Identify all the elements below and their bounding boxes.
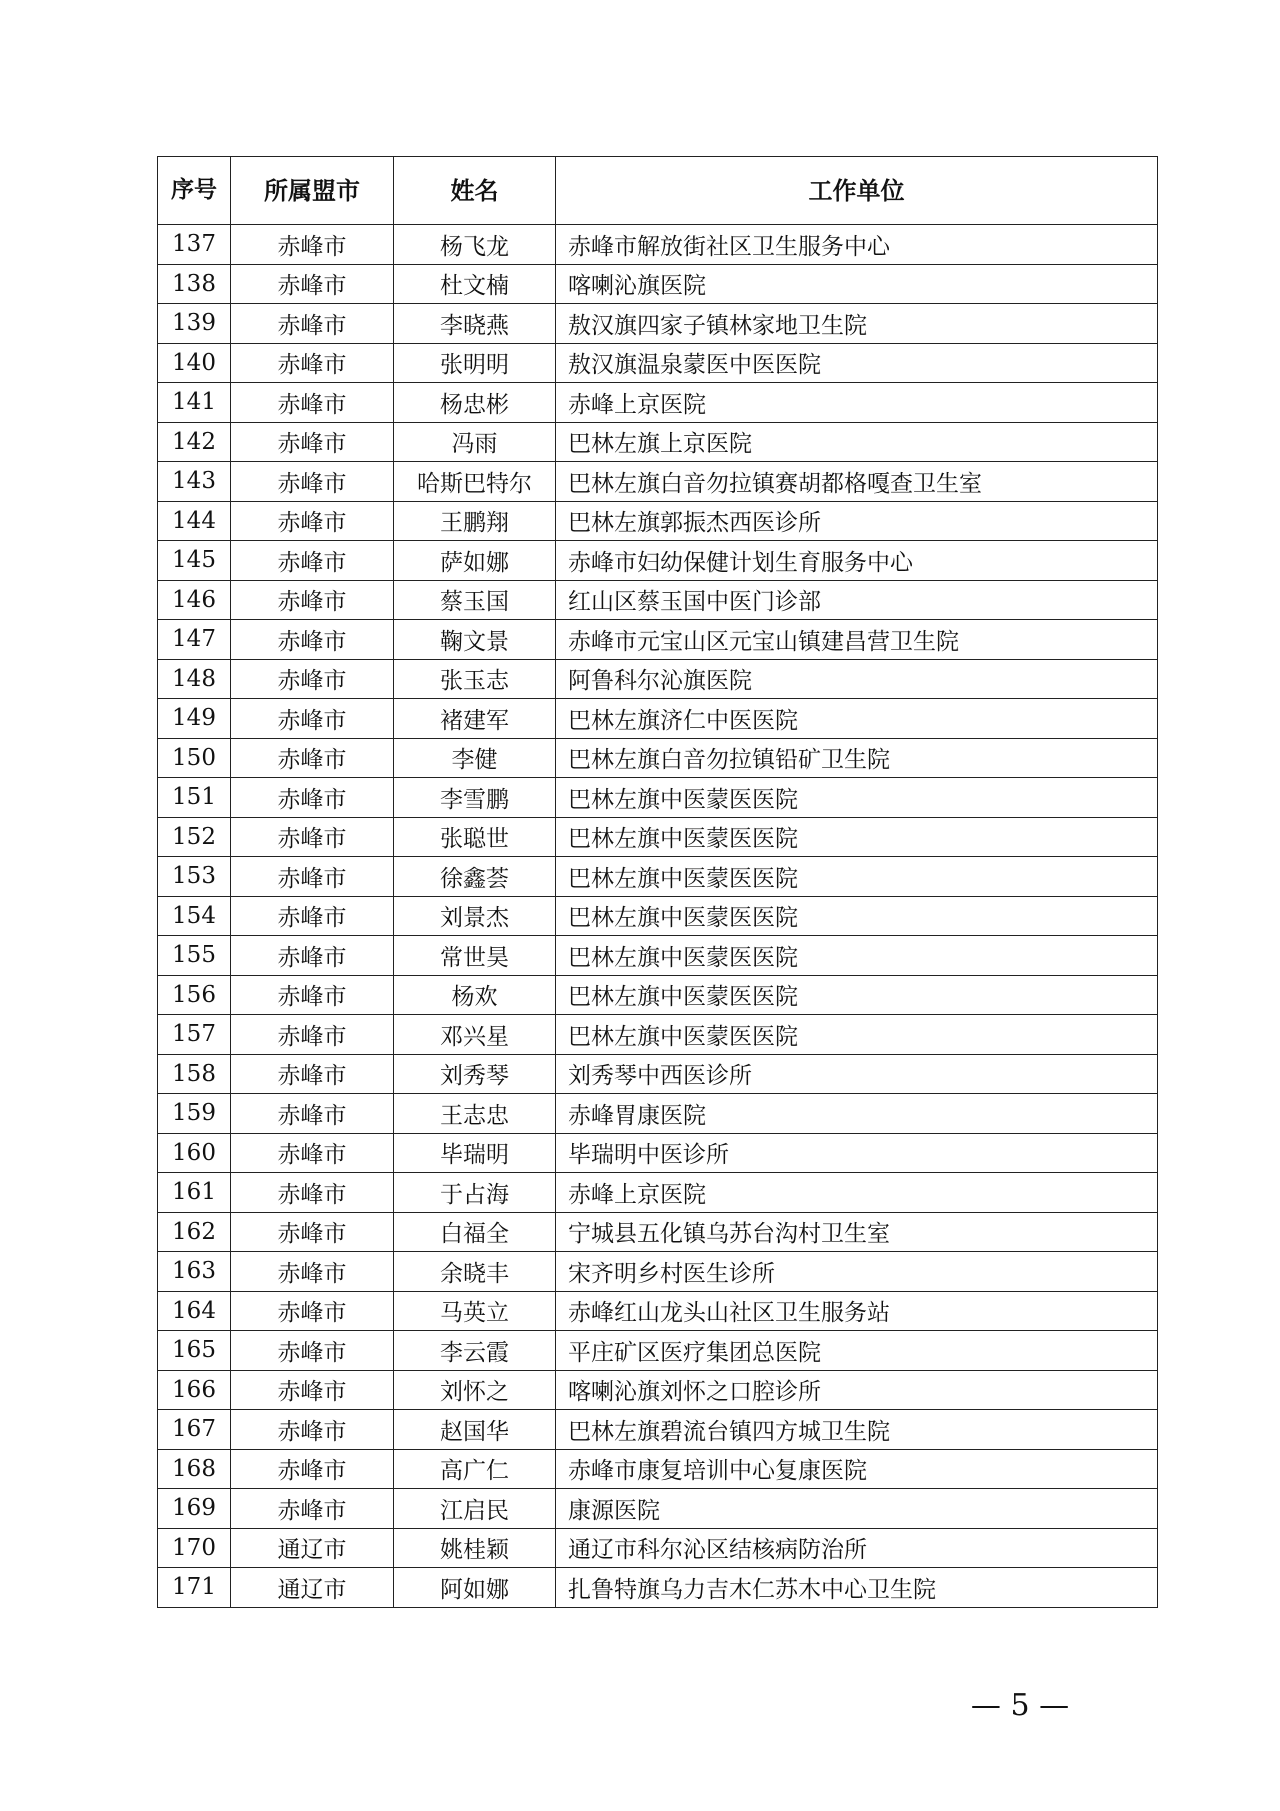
cell-seq: 141 (158, 383, 231, 423)
table-row (158, 264, 1158, 304)
cell-name: 王志忠 (394, 1094, 556, 1134)
cell-city: 赤峰市 (231, 1015, 394, 1055)
cell-seq: 153 (158, 857, 231, 897)
cell-city: 赤峰市 (231, 304, 394, 344)
cell-city: 赤峰市 (231, 975, 394, 1015)
cell-seq: 143 (158, 462, 231, 502)
cell-name: 于占海 (394, 1173, 556, 1213)
cell-name: 高广仁 (394, 1449, 556, 1489)
cell-name: 毕瑞明 (394, 1133, 556, 1173)
table-row (158, 1094, 1158, 1134)
cell-name: 余晓丰 (394, 1252, 556, 1292)
cell-seq: 168 (158, 1449, 231, 1489)
cell-name: 褚建军 (394, 699, 556, 739)
cell-seq: 154 (158, 896, 231, 936)
table-row (158, 1528, 1158, 1568)
cell-seq: 163 (158, 1252, 231, 1292)
cell-unit: 通辽市科尔沁区结核病防治所 (556, 1528, 1158, 1568)
cell-seq: 166 (158, 1370, 231, 1410)
table-row (158, 1331, 1158, 1371)
cell-name: 杨忠彬 (394, 383, 556, 423)
cell-city: 赤峰市 (231, 936, 394, 976)
cell-city: 赤峰市 (231, 1291, 394, 1331)
cell-seq: 164 (158, 1291, 231, 1331)
table-row (158, 896, 1158, 936)
cell-city: 赤峰市 (231, 422, 394, 462)
table-row (158, 422, 1158, 462)
cell-unit: 敖汉旗四家子镇林家地卫生院 (556, 304, 1158, 344)
cell-seq: 170 (158, 1528, 231, 1568)
cell-city: 赤峰市 (231, 1094, 394, 1134)
table-row (158, 936, 1158, 976)
page-number: — 5 — (970, 1688, 1070, 1723)
table-row (158, 738, 1158, 778)
header-unit: 工作单位 (556, 157, 1158, 225)
cell-seq: 169 (158, 1489, 231, 1529)
table-row (158, 857, 1158, 897)
cell-city: 赤峰市 (231, 738, 394, 778)
cell-name: 杜文楠 (394, 264, 556, 304)
header-seq: 序号 (158, 157, 231, 225)
cell-seq: 144 (158, 501, 231, 541)
table-header-row (158, 157, 1158, 225)
cell-city: 赤峰市 (231, 462, 394, 502)
cell-unit: 敖汉旗温泉蒙医中医医院 (556, 343, 1158, 383)
cell-unit: 巴林左旗济仁中医医院 (556, 699, 1158, 739)
cell-city: 赤峰市 (231, 580, 394, 620)
table-row (158, 383, 1158, 423)
table-row (158, 1410, 1158, 1450)
cell-seq: 162 (158, 1212, 231, 1252)
cell-name: 刘怀之 (394, 1370, 556, 1410)
cell-city: 赤峰市 (231, 778, 394, 818)
cell-name: 赵国华 (394, 1410, 556, 1450)
cell-seq: 142 (158, 422, 231, 462)
table-row (158, 225, 1158, 265)
cell-name: 刘景杰 (394, 896, 556, 936)
cell-unit: 赤峰胃康医院 (556, 1094, 1158, 1134)
cell-unit: 赤峰上京医院 (556, 383, 1158, 423)
cell-name: 李健 (394, 738, 556, 778)
cell-city: 赤峰市 (231, 501, 394, 541)
cell-unit: 红山区蔡玉国中医门诊部 (556, 580, 1158, 620)
cell-unit: 巴林左旗中医蒙医医院 (556, 936, 1158, 976)
cell-unit: 巴林左旗中医蒙医医院 (556, 1015, 1158, 1055)
cell-city: 赤峰市 (231, 896, 394, 936)
table-row (158, 1212, 1158, 1252)
cell-seq: 147 (158, 620, 231, 660)
cell-unit: 巴林左旗中医蒙医医院 (556, 778, 1158, 818)
cell-city: 赤峰市 (231, 1489, 394, 1529)
cell-unit: 赤峰市解放街社区卫生服务中心 (556, 225, 1158, 265)
cell-city: 赤峰市 (231, 264, 394, 304)
cell-seq: 145 (158, 541, 231, 581)
table-row (158, 699, 1158, 739)
cell-seq: 159 (158, 1094, 231, 1134)
table-row (158, 1291, 1158, 1331)
cell-seq: 139 (158, 304, 231, 344)
table-row (158, 1489, 1158, 1529)
cell-seq: 148 (158, 659, 231, 699)
cell-unit: 刘秀琴中西医诊所 (556, 1054, 1158, 1094)
cell-name: 张聪世 (394, 817, 556, 857)
cell-name: 杨欢 (394, 975, 556, 1015)
cell-seq: 146 (158, 580, 231, 620)
cell-city: 赤峰市 (231, 541, 394, 581)
table-row (158, 1054, 1158, 1094)
cell-seq: 137 (158, 225, 231, 265)
cell-city: 赤峰市 (231, 225, 394, 265)
table-row (158, 304, 1158, 344)
table-row (158, 620, 1158, 660)
cell-city: 赤峰市 (231, 817, 394, 857)
cell-name: 李云霞 (394, 1331, 556, 1371)
table-row (158, 343, 1158, 383)
cell-name: 刘秀琴 (394, 1054, 556, 1094)
cell-name: 萨如娜 (394, 541, 556, 581)
cell-city: 赤峰市 (231, 659, 394, 699)
cell-unit: 宋齐明乡村医生诊所 (556, 1252, 1158, 1292)
cell-name: 李雪鹏 (394, 778, 556, 818)
table-row (158, 580, 1158, 620)
cell-seq: 161 (158, 1173, 231, 1213)
cell-name: 张明明 (394, 343, 556, 383)
cell-seq: 157 (158, 1015, 231, 1055)
cell-seq: 167 (158, 1410, 231, 1450)
table-row (158, 1252, 1158, 1292)
cell-city: 赤峰市 (231, 343, 394, 383)
cell-name: 徐鑫荟 (394, 857, 556, 897)
cell-seq: 156 (158, 975, 231, 1015)
cell-unit: 平庄矿区医疗集团总医院 (556, 1331, 1158, 1371)
cell-city: 通辽市 (231, 1568, 394, 1608)
cell-seq: 138 (158, 264, 231, 304)
cell-unit: 赤峰上京医院 (556, 1173, 1158, 1213)
cell-city: 赤峰市 (231, 1054, 394, 1094)
cell-seq: 171 (158, 1568, 231, 1608)
cell-city: 赤峰市 (231, 1133, 394, 1173)
cell-seq: 140 (158, 343, 231, 383)
cell-unit: 巴林左旗郭振杰西医诊所 (556, 501, 1158, 541)
table-row (158, 501, 1158, 541)
cell-name: 邓兴星 (394, 1015, 556, 1055)
cell-unit: 赤峰红山龙头山社区卫生服务站 (556, 1291, 1158, 1331)
cell-unit: 巴林左旗碧流台镇四方城卫生院 (556, 1410, 1158, 1450)
cell-city: 赤峰市 (231, 1212, 394, 1252)
cell-unit: 巴林左旗中医蒙医医院 (556, 857, 1158, 897)
cell-unit: 赤峰市康复培训中心复康医院 (556, 1449, 1158, 1489)
table-row (158, 817, 1158, 857)
cell-unit: 毕瑞明中医诊所 (556, 1133, 1158, 1173)
cell-city: 赤峰市 (231, 1252, 394, 1292)
cell-name: 阿如娜 (394, 1568, 556, 1608)
cell-unit: 喀喇沁旗刘怀之口腔诊所 (556, 1370, 1158, 1410)
table-row (158, 778, 1158, 818)
table-row (158, 1568, 1158, 1608)
cell-name: 蔡玉国 (394, 580, 556, 620)
cell-unit: 巴林左旗中医蒙医医院 (556, 896, 1158, 936)
cell-unit: 赤峰市元宝山区元宝山镇建昌营卫生院 (556, 620, 1158, 660)
cell-city: 通辽市 (231, 1528, 394, 1568)
cell-name: 江启民 (394, 1489, 556, 1529)
cell-unit: 巴林左旗中医蒙医医院 (556, 975, 1158, 1015)
table-row (158, 541, 1158, 581)
cell-seq: 160 (158, 1133, 231, 1173)
table-row (158, 462, 1158, 502)
cell-name: 张玉志 (394, 659, 556, 699)
cell-seq: 165 (158, 1331, 231, 1371)
header-city: 所属盟市 (231, 157, 394, 225)
cell-unit: 阿鲁科尔沁旗医院 (556, 659, 1158, 699)
cell-unit: 赤峰市妇幼保健计划生育服务中心 (556, 541, 1158, 581)
cell-unit: 扎鲁特旗乌力吉木仁苏木中心卫生院 (556, 1568, 1158, 1608)
cell-name: 杨飞龙 (394, 225, 556, 265)
cell-name: 常世昊 (394, 936, 556, 976)
cell-city: 赤峰市 (231, 1173, 394, 1213)
cell-city: 赤峰市 (231, 1449, 394, 1489)
table-row (158, 1173, 1158, 1213)
cell-unit: 康源医院 (556, 1489, 1158, 1529)
cell-city: 赤峰市 (231, 1370, 394, 1410)
table-row (158, 1449, 1158, 1489)
cell-seq: 152 (158, 817, 231, 857)
cell-city: 赤峰市 (231, 857, 394, 897)
table-row (158, 1015, 1158, 1055)
cell-unit: 宁城县五化镇乌苏台沟村卫生室 (556, 1212, 1158, 1252)
cell-name: 姚桂颖 (394, 1528, 556, 1568)
cell-city: 赤峰市 (231, 1331, 394, 1371)
cell-seq: 151 (158, 778, 231, 818)
cell-seq: 150 (158, 738, 231, 778)
cell-name: 冯雨 (394, 422, 556, 462)
cell-city: 赤峰市 (231, 620, 394, 660)
header-name: 姓名 (394, 157, 556, 225)
cell-unit: 巴林左旗中医蒙医医院 (556, 817, 1158, 857)
cell-seq: 155 (158, 936, 231, 976)
cell-seq: 149 (158, 699, 231, 739)
cell-unit: 巴林左旗白音勿拉镇赛胡都格嘎查卫生室 (556, 462, 1158, 502)
cell-unit: 巴林左旗上京医院 (556, 422, 1158, 462)
cell-seq: 158 (158, 1054, 231, 1094)
cell-unit: 喀喇沁旗医院 (556, 264, 1158, 304)
cell-city: 赤峰市 (231, 699, 394, 739)
table-row (158, 975, 1158, 1015)
cell-name: 马英立 (394, 1291, 556, 1331)
roster-table (157, 156, 1158, 1608)
table-body (158, 225, 1158, 1608)
table-row (158, 1133, 1158, 1173)
cell-name: 白福全 (394, 1212, 556, 1252)
table-row (158, 659, 1158, 699)
cell-name: 王鹏翔 (394, 501, 556, 541)
cell-name: 哈斯巴特尔 (394, 462, 556, 502)
table-row (158, 1370, 1158, 1410)
cell-unit: 巴林左旗白音勿拉镇铅矿卫生院 (556, 738, 1158, 778)
cell-city: 赤峰市 (231, 383, 394, 423)
cell-name: 鞠文景 (394, 620, 556, 660)
cell-name: 李晓燕 (394, 304, 556, 344)
cell-city: 赤峰市 (231, 1410, 394, 1450)
